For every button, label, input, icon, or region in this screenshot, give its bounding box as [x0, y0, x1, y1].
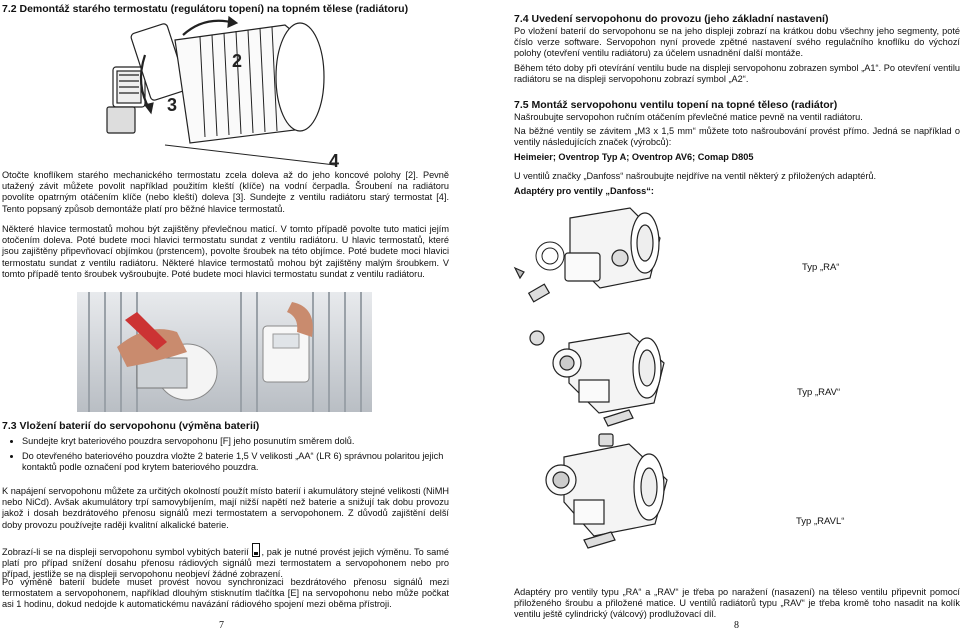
adapter-ravl-label: Typ „RAVL“ — [796, 516, 845, 527]
list-item: • Do otevřeného bateriového pouzdra vložte 2 baterie 1,5 V velikosti „AA“ (LR 6) správnou polaritou jejich kontaktů podle označení pod krytem bateriového pouzdra. — [22, 451, 452, 473]
adapter-rav-label: Typ „RAV“ — [797, 387, 841, 398]
low-battery-icon — [252, 543, 260, 557]
para-nasroubovani: Našroubujte servopohon ručním otáčením převlečné matice pevně na ventil radiátoru. — [514, 112, 863, 122]
section-heading-7-4: 7.4 Uvedení servopohonu do provozu (jeho základní nastavení) — [514, 13, 829, 25]
para-danfoss: U ventilů značky „Danfoss“ našroubujte nejdříve na ventil některý z přiložených adaptérů. — [514, 171, 877, 181]
adapter-ravl-drawing — [519, 432, 689, 552]
callout-2: 2 — [232, 51, 243, 71]
para-demontaz: Otočte knoflíkem starého mechanického termostatu zcela doleva až do jeho koncové polohy [2]. Pevně utažený závit můžete povolit například použitím kleští (klíče) na vodní čerpadla. Šroubení na radiátoru povolíte opatrným otáčením klíče (nebo kleští) doleva [3]. Sundejte z ventilu radiátoru starý termostat [4]. Tento popsaný způsob demontáže platí pro běžné hlavice termostatů. — [2, 170, 449, 214]
page-number: 7 — [219, 620, 224, 631]
battery-steps-list — [0, 436, 452, 478]
list-item: • Sundejte kryt bateriového pouzdra servopohonu [F] jeho posunutím směrem dolů. — [22, 436, 452, 447]
adapter-ra-drawing — [510, 198, 690, 316]
para-uvedeni: Po vložení baterií do servopohonu se na jeho displeji zobrazí na krátkou dobu všechny jeho segmenty, poté číslo verze software. Servopohon nyní provede zpětné nastavení svého regulačního knoflíku do výchozí polohy (otevření ventilu radiátoru) za účelem usnadnění další montáže. — [514, 26, 960, 59]
section-heading-7-3: 7.3 Vložení baterií do servopohonu (výměna baterií) — [2, 420, 260, 432]
callout-4: 4 — [329, 151, 340, 171]
para-adaptery-montaz: Adaptéry pro ventily typu „RA“ a „RAV“ je třeba po naražení (nasazení) na těleso ventilu připevnit pomocí přiloženého šroubu a přiložené matice. U ventilů radiátorů typu „RAV“ je třeba kromě toho nasadit na kolík ventilu ještě cylindrický (válcový) prodlužovací díl. — [514, 587, 960, 620]
para-vybite-baterie: Zobrazí-li se na displeji servopohonu symbol vybitých baterií , pak je nutné provést jejich výměnu. To samé platí pro případ snížení dosahu přenosu rádiových signálů mezi termostatem a servopohonem nebo pro případ, jestliže se na displeji servopohonu neobjeví žádné zobrazení. — [2, 543, 449, 581]
para-a1-a2: Během této doby při otevírání ventilu bude na displeji servopohonu zobrazen symbol „A1“. Po otevření ventilu radiátoru se na displeji servopohonu zobrazí symbol „A2“. — [514, 63, 960, 85]
thermostat-removal-photo — [77, 292, 372, 412]
adapter-rav-drawing — [519, 318, 689, 430]
para-synchronizace: Po výměně baterií budete muset provést novou synchronizaci bezdrátového přenosu signálů mezi termostatem a servopohonem, například dlouhým stisknutím tlačítka [E] na servopohonu nebo může počkat asi 1 hodinu, dokud nedojde k automatickému navázání rádiového spojení mezi oběma přístroji. — [2, 577, 449, 610]
page-number: 8 — [734, 620, 739, 631]
adapters-title: Adaptéry pro ventily „Danfoss“: — [514, 186, 654, 196]
callout-3: 3 — [167, 95, 178, 115]
para-hlavice: Některé hlavice termostatů mohou být zajištěny převlečnou maticí. V tomto případě povolte tuto matici jejím otočením doleva. Poté budete moci hlavici termostatu sundat z ventilu radiátoru. U hlavic termostatů, které jsou zajištěny připevňovací objímkou (prstencem), povolte šroubek na této objímce. Poté budete moci hlavici termostatu sundat z ventilu radiátoru. Některé hlavice termostatů mohou být zajištěny malým šroubkem. V tomto případě tento šroubek vyšroubujte. Poté budete moci hlavici termostatu sundat z ventilu radiátoru. — [2, 224, 449, 279]
para-akumulatory: K napájení servopohonu můžete za určitých okolností použít místo baterií i akumulátory stejné velikosti (NiMH nebo NiCd). Avšak akumulátory trpí samovybíjením, mají nižší napětí než baterie a snižují tak dobu provozu jakož i dosah bezdrátového přenosu signálů mezi termostatem a servopohonem. Z důvodů zajištění delší doby provozu používejte raději kvalitní alkalické baterie. — [2, 486, 449, 530]
adapter-ra-label: Typ „RA“ — [802, 262, 840, 273]
section-heading-7-2: 7.2 Demontáž starého termostatu (regulátoru topení) na topném tělese (radiátoru) — [2, 3, 409, 15]
old-thermostat-drawing — [95, 15, 357, 175]
valve-brands: Heimeier; Oventrop Typ A; Oventrop AV6; Comap D805 — [514, 152, 754, 162]
para-bezne-ventily: Na běžné ventily se závitem „M3 x 1,5 mm“ můžete toto našroubování provést přímo. Jedná se například o ventily následujících značek (výrobců): — [514, 126, 960, 148]
section-heading-7-5: 7.5 Montáž servopohonu ventilu topení na topné těleso (radiátor) — [514, 99, 838, 111]
